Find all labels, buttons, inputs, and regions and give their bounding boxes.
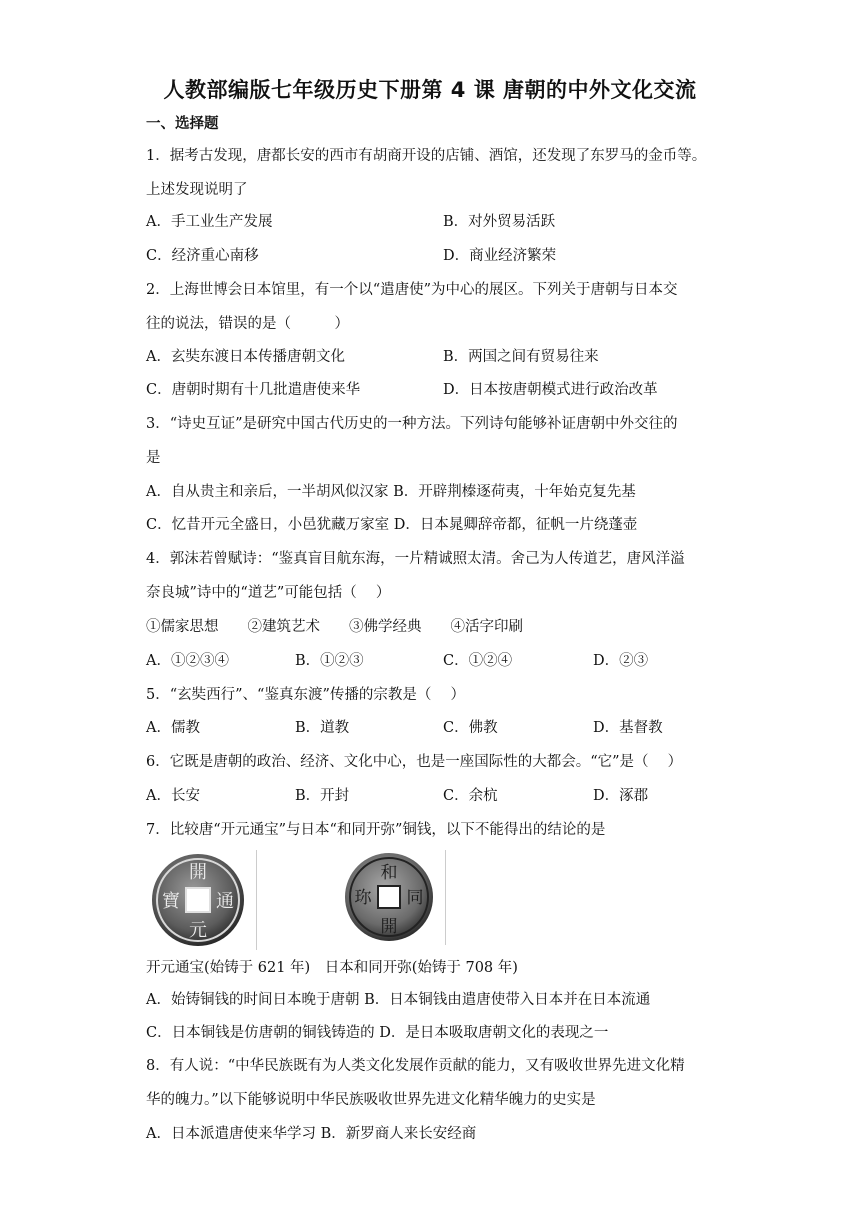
q7-options-cd: C．日本铜钱是仿唐朝的铜钱铸造的 D．是日本吸取唐朝文化的表现之一 — [146, 1025, 609, 1041]
q2-option-c: C．唐朝时期有十几批遣唐使来华 — [146, 382, 361, 398]
coin2-char-bottom: 開 — [380, 917, 398, 937]
q5-option-d: D．基督教 — [593, 720, 663, 736]
q2-stem-line2: 往的说法，错误的是（ ） — [146, 316, 349, 332]
q3-stem-line1: 3．“诗史互证”是研究中国古代历史的一种方法。下列诗句能够补证唐朝中外交往的 — [146, 416, 678, 432]
q3-options-cd: C．忆昔开元全盛日，小邑犹藏万家室 D．日本晁卿辞帝都，征帆一片绕蓬壶 — [146, 517, 638, 533]
coin1-char-right: 通 — [216, 891, 234, 912]
q1-option-c: C．经济重心南移 — [146, 248, 259, 264]
q1-option-a: A．手工业生产发展 — [146, 214, 273, 230]
q3-options-ab: A．自从贵主和亲后，一半胡风似汉家 B．开辟荆榛逐荷夷，十年始克复先基 — [146, 484, 636, 500]
q8-options-ab: A．日本派遣唐使来华学习 B．新罗商人来长安经商 — [146, 1126, 477, 1142]
q5-stem: 5．“玄奘西行”、“鉴真东渡”传播的宗教是（ ） — [146, 687, 465, 703]
wado-coin-svg — [335, 850, 445, 945]
q2-option-b: B．两国之间有贸易往来 — [443, 349, 599, 365]
q3-stem-line2: 是 — [146, 450, 161, 466]
q5-option-b: B．道教 — [295, 720, 350, 736]
q4-option-a: A．①②③④ — [146, 653, 229, 669]
q6-option-c: C．余杭 — [443, 788, 498, 804]
q2-option-a: A．玄奘东渡日本传播唐朝文化 — [146, 349, 345, 365]
q5-option-a: A．儒教 — [146, 720, 200, 736]
coin2-char-right: 同 — [406, 888, 424, 908]
q6-option-b: B．开封 — [295, 788, 350, 804]
kaiyuan-tongbao-coin-image — [146, 850, 257, 950]
q2-option-d: D．日本按唐朝模式进行政治改革 — [443, 382, 658, 398]
q7-options-ab: A．始铸铜钱的时间日本晚于唐朝 B．日本铜钱由遣唐使带入日本并在日本流通 — [146, 992, 651, 1008]
q5-option-c: C．佛教 — [443, 720, 498, 736]
wado-kaichin-coin-image — [335, 850, 446, 945]
coin1-char-top: 開 — [189, 862, 207, 883]
q8-stem-line2: 华的魄力。”以下能够说明中华民族吸收世界先进文化精华魄力的史实是 — [146, 1092, 596, 1108]
q4-stem-line1: 4．郭沫若曾赋诗：“鉴真盲目航东海，一片精诚照太清。舍己为人传道艺，唐风洋溢 — [146, 551, 685, 567]
q1-stem-line2: 上述发现说明了 — [146, 182, 248, 198]
q6-option-d: D．涿郡 — [593, 788, 649, 804]
q4-items: ①儒家思想 ②建筑艺术 ③佛学经典 ④活字印刷 — [146, 619, 523, 635]
coin1-char-left: 寶 — [162, 891, 180, 912]
q1-option-b: B．对外贸易活跃 — [443, 214, 556, 230]
q4-option-b: B．①②③ — [295, 653, 364, 669]
document-title: 人教部编版七年级历史下册第 4 课 唐朝的中外文化交流 — [163, 78, 697, 102]
coin-square-hole — [378, 886, 400, 908]
q8-stem-line1: 8．有人说：“中华民族既有为人类文化发展作贡献的能力，又有吸收世界先进文化精 — [146, 1058, 685, 1074]
coin2-char-top: 和 — [380, 863, 398, 883]
q6-stem: 6．它既是唐朝的政治、经济、文化中心，也是一座国际性的大都会。“它”是（ ） — [146, 754, 683, 770]
q7-stem: 7．比较唐“开元通宝”与日本“和同开弥”铜钱，以下不能得出的结论的是 — [146, 822, 606, 838]
coin1-char-bottom: 元 — [189, 920, 207, 941]
q4-stem-line2: 奈良城”诗中的“道艺”可能包括（ ） — [146, 585, 391, 601]
q6-option-a: A．长安 — [146, 788, 200, 804]
q2-stem-line1: 2．上海世博会日本馆里，有一个以“遣唐使”为中心的展区。下列关于唐朝与日本交 — [146, 282, 678, 298]
kaiyuan-coin-svg — [146, 850, 256, 950]
q4-option-c: C．①②④ — [443, 653, 513, 669]
section-heading: 一、选择题 — [146, 116, 219, 132]
q7-coin-caption: 开元通宝(始铸于 621 年) 日本和同开弥(始铸于 708 年) — [146, 960, 518, 976]
q1-option-d: D．商业经济繁荣 — [443, 248, 557, 264]
coin2-char-left: 珎 — [354, 888, 372, 908]
q4-option-d: D．②③ — [593, 653, 649, 669]
q1-stem-line1: 1．据考古发现，唐都长安的西市有胡商开设的店铺、酒馆，还发现了东罗马的金币等。 — [146, 148, 707, 164]
coin-square-hole — [186, 888, 210, 912]
